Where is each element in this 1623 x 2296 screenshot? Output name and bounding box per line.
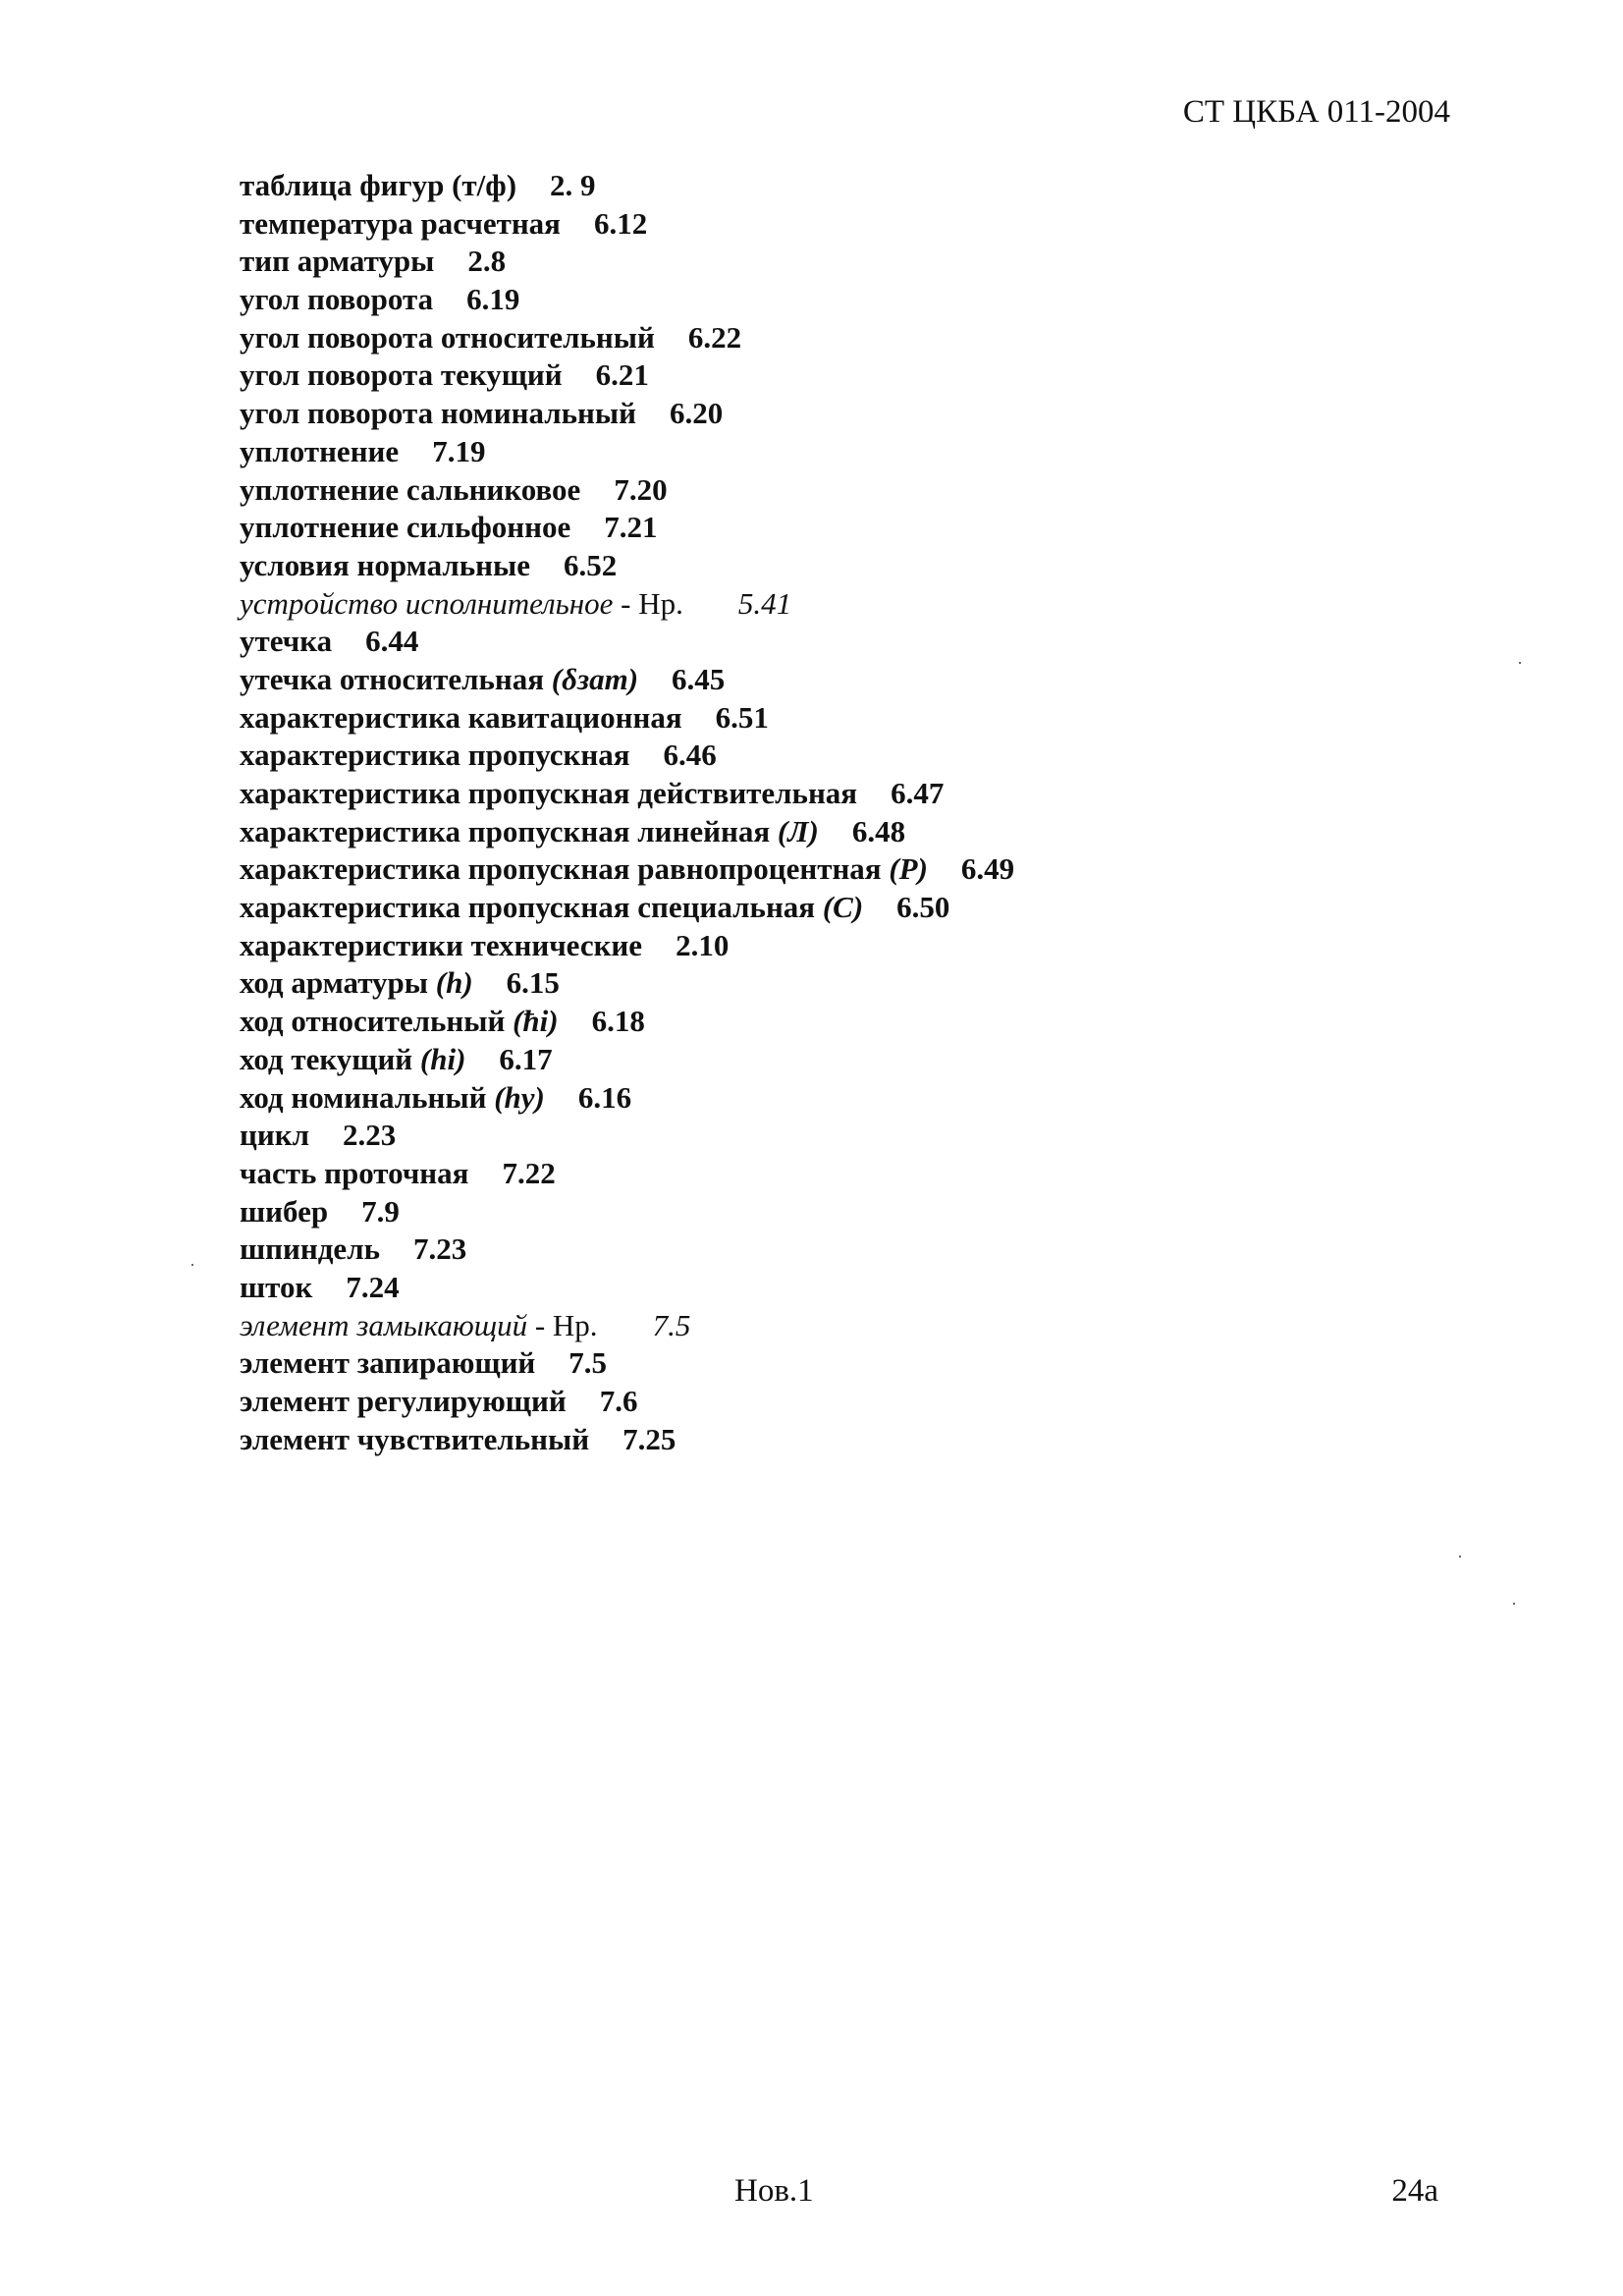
- index-reference: 6.48: [851, 813, 906, 848]
- index-term: ход номинальный: [240, 1079, 487, 1115]
- revision-mark: Нов.1: [734, 2173, 814, 2209]
- index-entry: [240, 623, 1014, 661]
- index-term: ход относительный: [240, 1004, 506, 1039]
- index-entry: [240, 585, 1014, 624]
- index-reference: 7.5: [652, 1307, 691, 1342]
- index-term: шток: [240, 1269, 313, 1304]
- index-entry: [240, 1383, 1014, 1421]
- index-reference: 6.45: [672, 661, 726, 696]
- index-term: угол поворота: [240, 282, 434, 317]
- index-reference: 7.19: [432, 433, 486, 468]
- index-reference: 7.25: [622, 1421, 676, 1456]
- index-entry: [240, 1421, 1014, 1459]
- index-term: угол поворота текущий: [240, 357, 563, 393]
- index-entry: [240, 471, 1014, 510]
- index-entry: [240, 547, 1014, 585]
- index-reference: 7.6: [599, 1384, 638, 1418]
- index-term: характеристика пропускная равнопроцентная: [240, 851, 882, 887]
- index-entry: [240, 1079, 1014, 1118]
- index-entry: [240, 433, 1014, 471]
- index-entry: [240, 356, 1014, 395]
- index-entry: [240, 699, 1014, 738]
- index-reference: 7.20: [614, 471, 668, 507]
- index-entry: [240, 1230, 1014, 1269]
- index-term: характеристика пропускная действительная: [240, 776, 858, 810]
- index-term-symbol: (hi): [419, 1041, 466, 1076]
- index-term: устройство исполнительное: [240, 585, 614, 621]
- scan-speck: [191, 1264, 193, 1266]
- index-reference: 6.19: [466, 282, 520, 317]
- index-term-symbol: (ħi): [513, 1004, 559, 1039]
- index-entry: [240, 243, 1014, 281]
- index-term: элемент регулирующий: [240, 1384, 567, 1418]
- index-entry: [240, 850, 1014, 889]
- index-entry: [240, 813, 1014, 851]
- index-term: тип арматуры: [240, 244, 435, 279]
- index-entry: [240, 1003, 1014, 1041]
- index-term: угол поворота относительный: [240, 319, 655, 355]
- index-reference: 6.16: [577, 1079, 632, 1115]
- index-term: шибер: [240, 1193, 329, 1229]
- index-reference: 6.12: [593, 205, 648, 241]
- scan-speck: [1519, 662, 1521, 664]
- index-reference: 2. 9: [550, 168, 596, 202]
- index-term: ход текущий: [240, 1041, 413, 1076]
- index-reference: 5.41: [737, 585, 792, 621]
- index-term: условия нормальные: [240, 547, 530, 582]
- index-reference: 6.17: [499, 1041, 553, 1076]
- index-entry: [240, 395, 1014, 433]
- index-term: элемент чувствительный: [240, 1421, 590, 1456]
- index-entry: [240, 1041, 1014, 1079]
- index-term: ход арматуры: [240, 965, 428, 1001]
- index-entry: [240, 281, 1014, 319]
- index-entry: [240, 1155, 1014, 1193]
- index-term-symbol: (hy): [494, 1079, 545, 1115]
- index-reference: 7.24: [346, 1269, 400, 1304]
- index-reference: 6.20: [669, 396, 724, 431]
- index-term: элемент запирающий: [240, 1345, 536, 1381]
- index-term: угол поворота номинальный: [240, 396, 636, 431]
- index-entry: [240, 1117, 1014, 1155]
- scan-speck: [1459, 1556, 1461, 1558]
- index-reference: 6.21: [595, 357, 649, 393]
- index-entry: [240, 964, 1014, 1003]
- index-term: температура расчетная: [240, 205, 561, 241]
- index-term: характеристика пропускная линейная: [240, 813, 771, 848]
- index-term: элемент замыкающий: [240, 1307, 528, 1342]
- index-entry: [240, 661, 1014, 699]
- index-entry: [240, 509, 1014, 547]
- index-term: уплотнение: [240, 433, 400, 468]
- index-reference: 6.49: [960, 851, 1015, 887]
- index-entry: [240, 1344, 1014, 1383]
- index-reference: 7.21: [604, 510, 658, 545]
- index-term: характеристика кавитационная: [240, 699, 682, 735]
- index-reference: 6.22: [687, 319, 742, 355]
- index-term: уплотнение сильфонное: [240, 510, 571, 545]
- non-recommended-mark: - Нр.: [613, 585, 683, 621]
- index-reference: 6.15: [506, 965, 560, 1001]
- scan-speck: [1513, 1603, 1515, 1605]
- index-entry: [240, 319, 1014, 357]
- index-reference: 7.23: [412, 1231, 467, 1267]
- index-entry: [240, 167, 1014, 205]
- index-term: утечка: [240, 624, 333, 659]
- index-term: характеристика пропускная: [240, 738, 630, 773]
- index-reference: 6.44: [365, 624, 419, 659]
- term-index-list: [240, 167, 1014, 1458]
- index-term-symbol: (Л): [777, 813, 819, 848]
- index-term: таблица фигур (т/ф): [240, 168, 517, 202]
- index-term: утечка относительная: [240, 661, 545, 696]
- non-recommended-mark: - Нр.: [527, 1307, 598, 1342]
- index-entry: [240, 1269, 1014, 1307]
- index-term: характеристики технические: [240, 927, 643, 962]
- index-term: характеристика пропускная специальная: [240, 890, 816, 925]
- index-term: шпиндель: [240, 1231, 380, 1267]
- index-entry: [240, 205, 1014, 244]
- index-term-symbol: (С): [822, 890, 864, 925]
- index-term-symbol: (Р): [889, 851, 928, 887]
- index-term-symbol: (δзат): [551, 661, 639, 696]
- index-reference: 7.9: [361, 1193, 400, 1229]
- index-reference: 6.51: [715, 699, 769, 735]
- index-reference: 6.52: [563, 547, 618, 582]
- index-reference: 2.8: [467, 244, 507, 279]
- index-reference: 7.22: [502, 1155, 556, 1190]
- index-reference: 6.50: [896, 890, 950, 925]
- index-term: часть проточная: [240, 1155, 469, 1190]
- index-entry: [240, 927, 1014, 965]
- index-reference: 2.23: [342, 1118, 397, 1153]
- index-term-symbol: (h): [435, 965, 473, 1001]
- index-reference: 6.46: [663, 738, 717, 773]
- index-entry: [240, 737, 1014, 775]
- index-reference: 7.5: [568, 1345, 608, 1381]
- index-entry: [240, 889, 1014, 927]
- index-reference: 6.47: [891, 776, 945, 810]
- document-code: СТ ЦКБА 011-2004: [1182, 94, 1450, 130]
- index-entry: [240, 775, 1014, 813]
- index-reference: 2.10: [676, 927, 730, 962]
- index-reference: 6.18: [591, 1004, 645, 1039]
- index-entry: [240, 1307, 1014, 1345]
- index-term: цикл: [240, 1118, 309, 1153]
- index-term: уплотнение сальниковое: [240, 471, 581, 507]
- index-entry: [240, 1193, 1014, 1231]
- page-number: 24а: [1391, 2173, 1438, 2209]
